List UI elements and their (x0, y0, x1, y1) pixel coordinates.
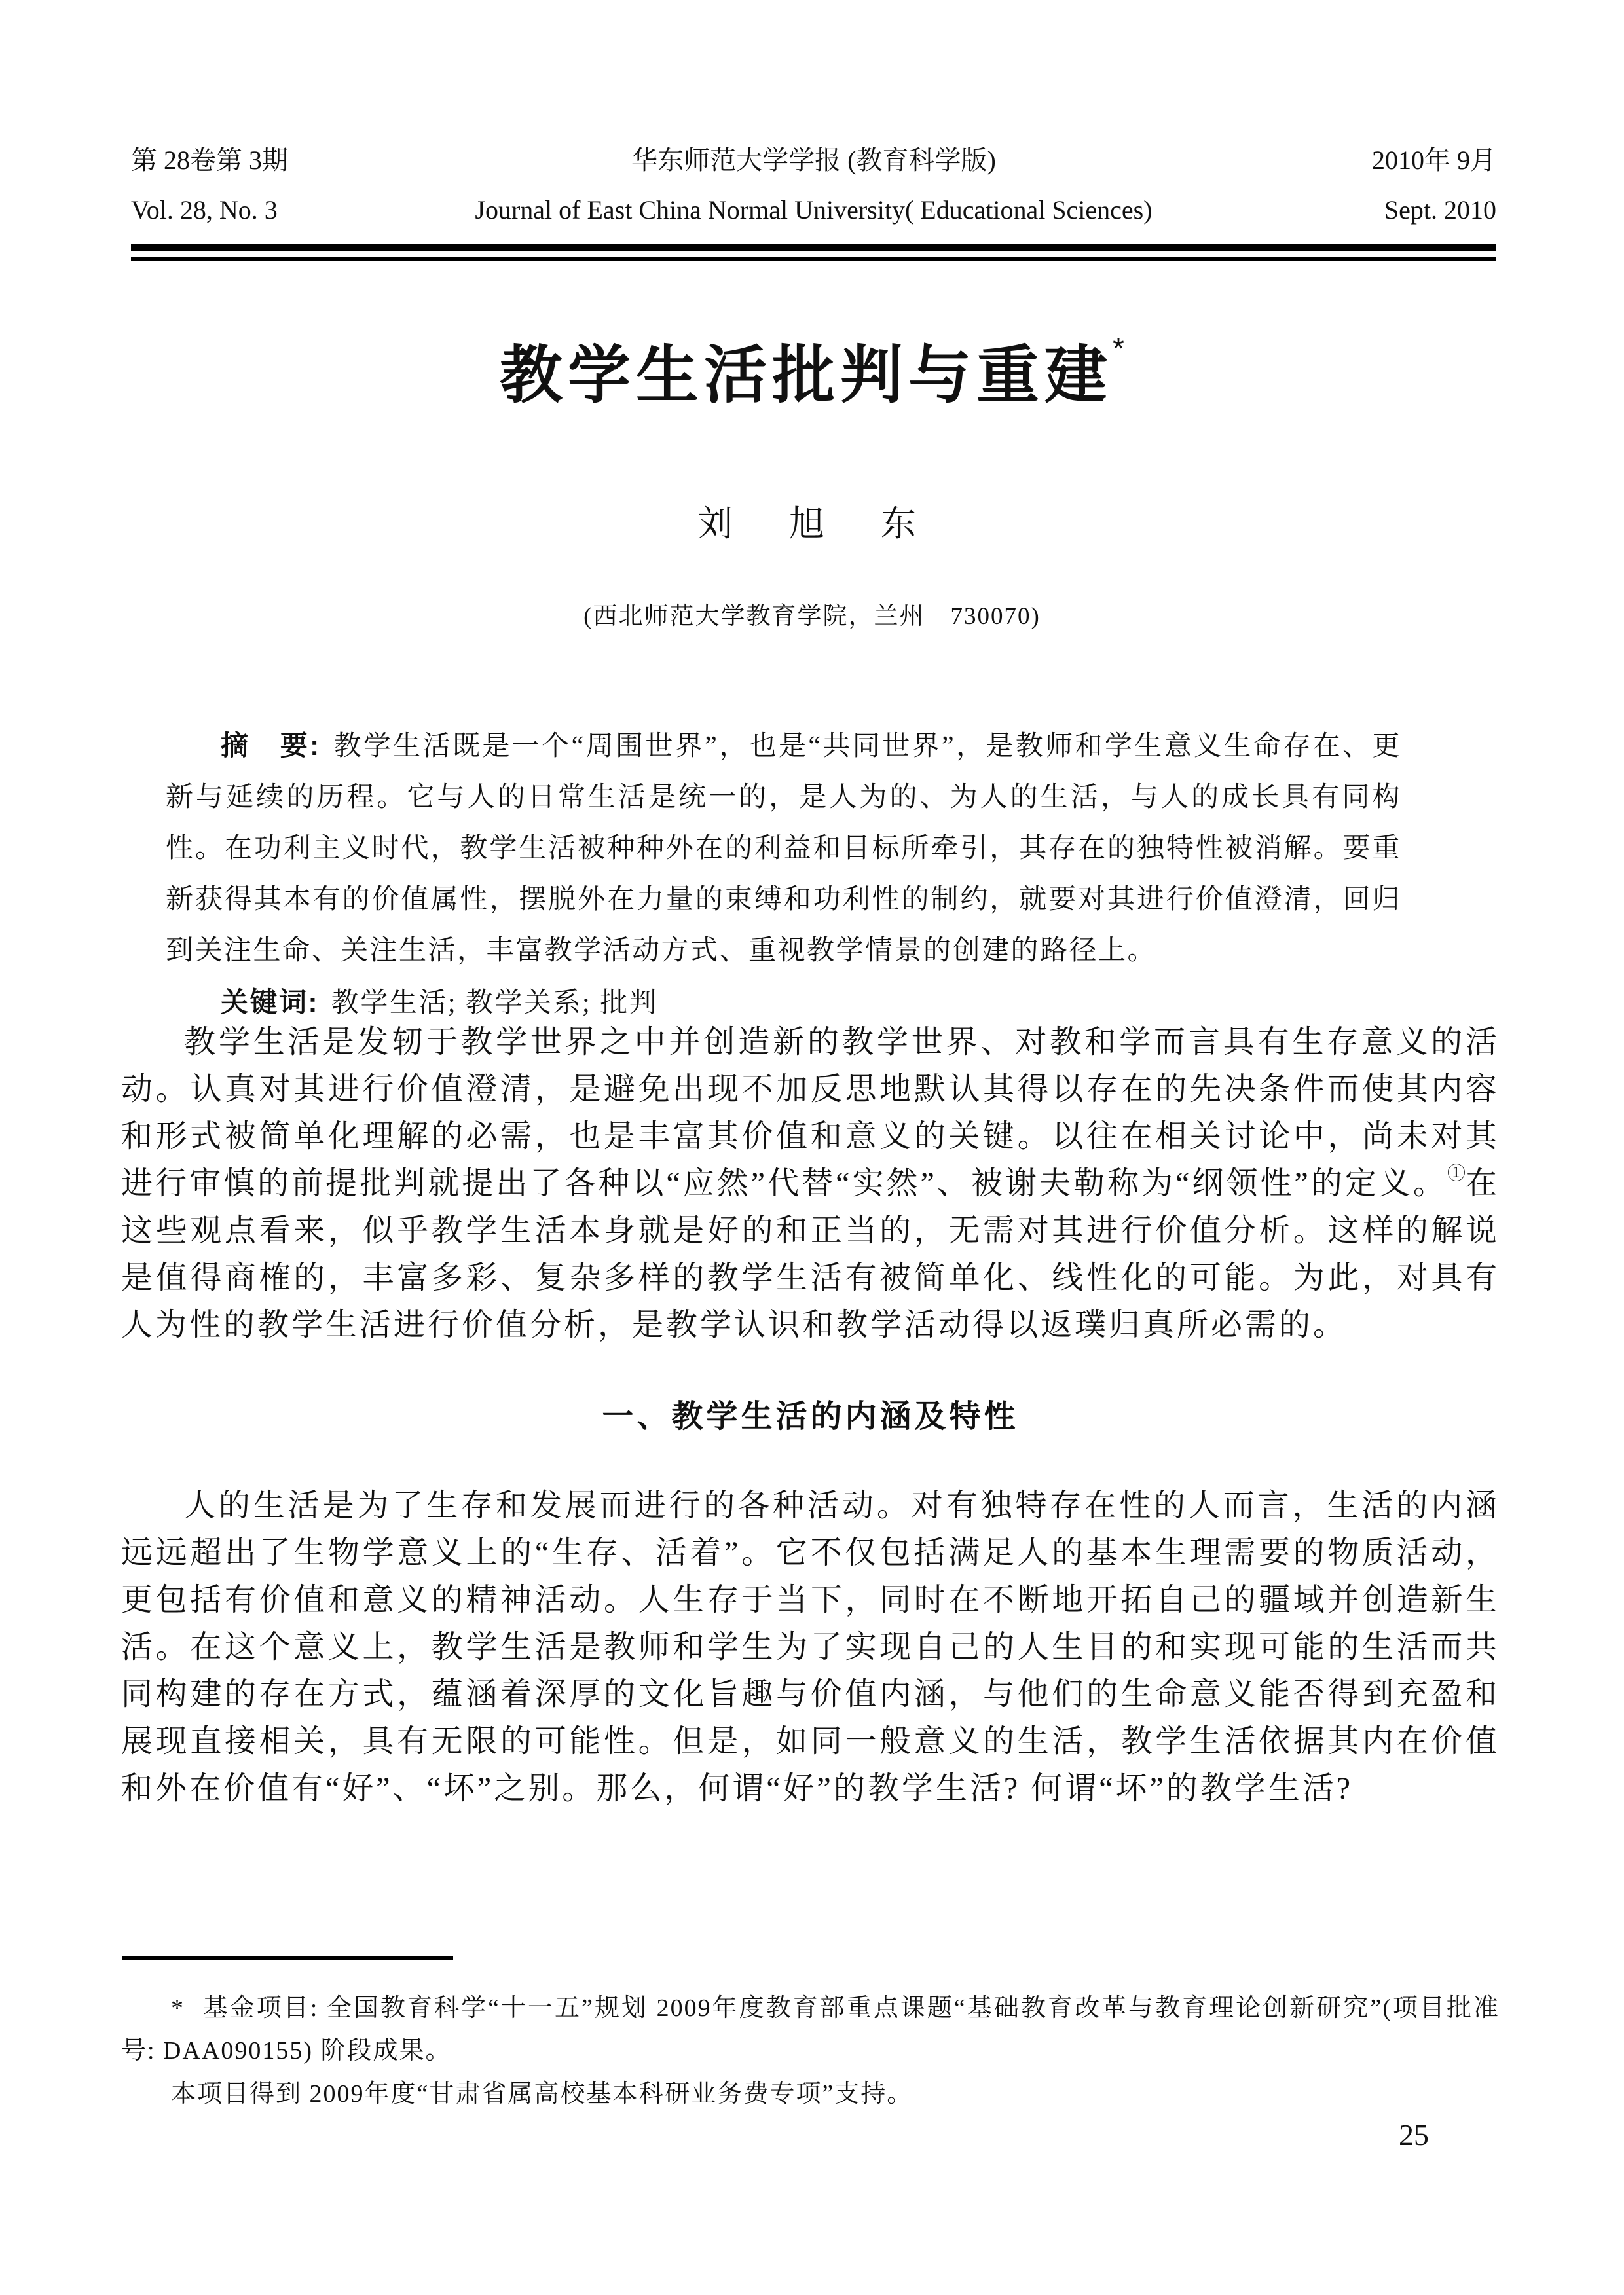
author-affiliation: (西北师范大学教育学院，兰州 730070) (583, 603, 1041, 630)
footnote-area (121, 1956, 1500, 2116)
footnote-ref-1-icon: ① (1447, 1164, 1466, 1184)
header-rule (131, 244, 1496, 261)
header-volume-en: Vol. 28, No. 3 (131, 195, 278, 225)
footnote-fund-text: 基金项目: 全国教育科学“十一五”规划 2009年度教育部重点课题“基础教育改革与教育理论创新研究”(项目批准号: DAA090155) 阶段成果。 (121, 1994, 1500, 2065)
header-journal-en: Journal of East China Normal University( Educational Sciences) (475, 195, 1153, 225)
section-heading-1: 一、教学生活的内涵及特性 (602, 1399, 1019, 1434)
footnote-asterisk-marker: * (171, 1994, 185, 2022)
keywords-label: 关键词: (221, 986, 319, 1018)
keywords-text: 教学生活; 教学关系; 批判 (331, 987, 659, 1018)
abstract-text: 教学生活既是一个“周围世界”，也是“共同世界”，是教师和学生意义生命存在、更新与延续的历程。它与人的日常生活是统一的，是人为的、为人的生活，与人的成长具有同构性。在功利主义时代，教学生活被种种外在的利益和目标所牵引，其存在的独特性被消解。要重新获得其本有的价值属性，摆脱外在力量的束缚和功利性的制约，就要对其进行价值澄清，回归到关注生命、关注生活，丰富教学活动方式、重视教学情景的创建的路径上。 (166, 731, 1401, 966)
footnote-fund (121, 1987, 1500, 2073)
body-paragraph-1 (121, 1019, 1500, 1349)
abstract-label: 摘 要: (221, 730, 321, 761)
footnote-support: 本项目得到 2009年度“甘肃省属高校基本科研业务费专项”支持。 (171, 2080, 913, 2108)
body-paragraph-1-text-a: 教学生活是发轫于教学世界之中并创造新的教学世界、对教和学而言具有生存意义的活动。认真对其进行价值澄清，是避免出现不加反思地默认其得以存在的先决条件而使其内容和形式被简单化理解的必需，也是丰富其价值和意义的关键。以往在相关讨论中，尚未对其进行审慎的前提批判就提出了各种以“应然”代替“实然”、被谢夫勒称为“纲领性”的定义。 (121, 1025, 1500, 1201)
body-paragraph-2: 人的生活是为了生存和发展而进行的各种活动。对有独特存在性的人而言，生活的内涵远远超出了生物学意义上的“生存、活着”。它不仅包括满足人的基本生理需要的物质活动，更包括有价值和意义的精神活动。人生存于当下，同时在不断地开拓自己的疆域并创造新生活。在这个意义上，教学生活是教师和学生为了实现自己的人生目的和实现可能的生活而共同构建的存在方式，蕴涵着深厚的文化旨趣与价值内涵，与他们的生命意义能否得到充盈和展现直接相关，具有无限的可能性。但是，如同一般意义的生活，教学生活依据其内在价值和外在价值有“好”、“坏”之别。那么，何谓“好”的教学生活? 何谓“坏”的教学生活? (121, 1488, 1500, 1806)
header-date-cn: 2010年 9月 (1372, 145, 1496, 175)
abstract-paragraph (166, 720, 1401, 977)
article-body (121, 1019, 1500, 1812)
title-footnote-marker: * (1113, 331, 1124, 365)
article-title (0, 331, 1624, 413)
body-paragraph-1-text-b: 在这些观点看来，似乎教学生活本身就是好的和正当的，无需对其进行价值分析。这样的解说是值得商榷的，丰富多彩、复杂多样的教学生活有被简单化、线性化的可能。为此，对具有人为性的教学生活进行价值分析，是教学认识和教学活动得以返璞归真所必需的。 (121, 1166, 1500, 1342)
header-date-en: Sept. 2010 (1384, 195, 1496, 225)
article-title-text: 教学生活批判与重建 (500, 340, 1113, 411)
header-volume-cn: 第 28卷第 3期 (131, 145, 288, 175)
page-number: 25 (1399, 2118, 1429, 2152)
running-head (131, 145, 1496, 261)
running-head-row-en (131, 195, 1496, 225)
abstract-section (166, 720, 1401, 1029)
author-name: 刘 旭 东 (697, 504, 927, 543)
running-head-row-cn (131, 145, 1496, 175)
footnote-separator (122, 1956, 453, 1960)
header-journal-cn: 华东师范大学学报 (教育科学版) (631, 145, 996, 175)
